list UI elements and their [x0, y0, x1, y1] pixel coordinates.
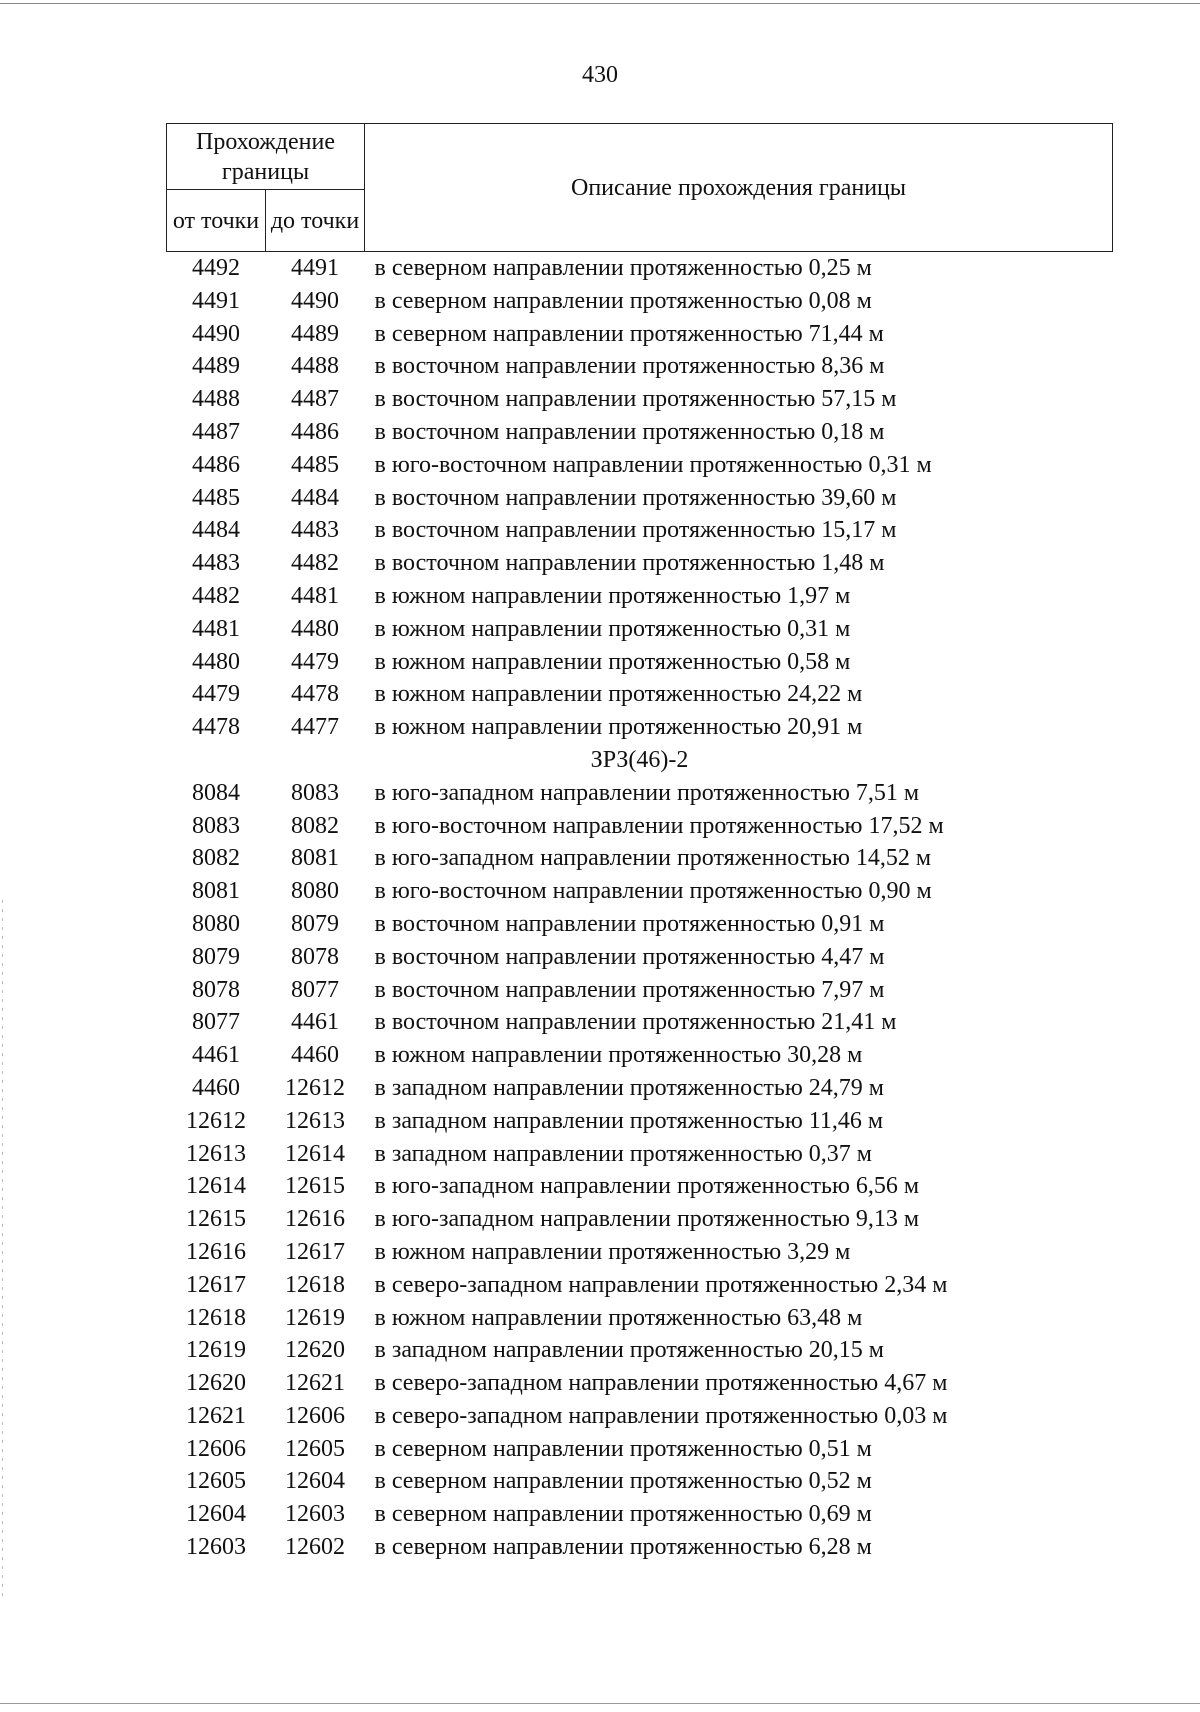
table-row — [167, 941, 1113, 974]
scan-edge-bottom — [0, 1703, 1200, 1704]
table-row — [167, 1367, 1113, 1400]
header-description-label: Описание прохождения границы — [365, 124, 1113, 252]
description-cell: в южном направлении протяженностью 24,22 м — [374, 681, 863, 708]
table-row — [167, 318, 1113, 351]
from-point-cell: 12604 — [186, 1501, 246, 1528]
to-point-cell: 12618 — [285, 1271, 345, 1298]
from-point-cell: 12613 — [186, 1140, 246, 1167]
table-row — [167, 1400, 1113, 1433]
from-point-cell: 4461 — [192, 1042, 240, 1069]
description-cell: в южном направлении протяженностью 3,29 м — [374, 1238, 851, 1265]
description-cell: в юго-западном направлении протяженностью 14,52 м — [374, 845, 932, 872]
description-cell: в юго-восточном направлении протяженностью 17,52 м — [374, 812, 944, 839]
table-row — [167, 1334, 1113, 1367]
table-row — [167, 646, 1113, 679]
from-point-cell: 8080 — [192, 910, 240, 937]
from-point-cell: 12616 — [186, 1238, 246, 1265]
to-point-cell: 12619 — [285, 1304, 345, 1331]
from-point-cell: 4480 — [192, 648, 240, 675]
description-cell: в северо-западном направлении протяженностью 2,34 м — [374, 1271, 948, 1298]
table-row — [167, 482, 1113, 515]
from-point-cell: 4488 — [192, 386, 240, 413]
table-header — [167, 124, 1113, 252]
from-point-cell: 4483 — [192, 550, 240, 577]
table-row — [167, 678, 1113, 711]
table-row — [167, 875, 1113, 908]
description-cell: в восточном направлении протяженностью 8,36 м — [374, 353, 885, 380]
to-point-cell: 8081 — [291, 845, 339, 872]
from-point-cell: 12618 — [186, 1304, 246, 1331]
to-point-cell: 12603 — [285, 1501, 345, 1528]
from-point-cell: 8077 — [192, 1009, 240, 1036]
from-point-cell: 12603 — [186, 1534, 246, 1561]
from-point-cell: 4486 — [192, 451, 240, 478]
description-cell: в юго-восточном направлении протяженностью 0,31 м — [374, 451, 932, 478]
from-point-cell: 8082 — [192, 845, 240, 872]
to-point-cell: 4491 — [291, 255, 339, 281]
section-heading-row — [167, 744, 1113, 777]
from-point-cell: 4460 — [192, 1074, 240, 1101]
to-point-cell: 12613 — [285, 1107, 345, 1134]
to-point-cell: 12604 — [285, 1468, 345, 1495]
to-point-cell: 4483 — [291, 517, 339, 544]
header-from-label: от точки — [167, 190, 266, 252]
table-row — [167, 974, 1113, 1007]
table-row — [167, 1105, 1113, 1138]
description-cell: в южном направлении протяженностью 0,58 м — [374, 648, 851, 675]
header-group-label: Прохождение границы — [167, 124, 365, 190]
table-row — [167, 1269, 1113, 1302]
to-point-cell: 12617 — [285, 1238, 345, 1265]
to-point-cell: 12605 — [285, 1435, 345, 1462]
to-point-cell: 4481 — [291, 582, 339, 609]
description-cell: в восточном направлении протяженностью 15,17 м — [374, 517, 897, 544]
table-row — [167, 547, 1113, 580]
table-row — [167, 416, 1113, 449]
description-cell: в западном направлении протяженностью 0,37 м — [374, 1140, 872, 1167]
from-point-cell: 4478 — [192, 714, 240, 741]
table-row — [167, 711, 1113, 744]
table-body — [167, 252, 1113, 1564]
boundary-table — [166, 123, 1113, 1564]
description-cell: в юго-западном направлении протяженностью 6,56 м — [374, 1173, 920, 1200]
to-point-cell: 12606 — [285, 1402, 345, 1429]
table-row — [167, 613, 1113, 646]
from-point-cell: 4492 — [192, 255, 240, 281]
description-cell: в западном направлении протяженностью 24,79 м — [374, 1074, 884, 1101]
to-point-cell: 8083 — [291, 779, 339, 806]
scan-edge-left — [2, 900, 3, 1600]
to-point-cell: 4486 — [291, 418, 339, 445]
to-point-cell: 4484 — [291, 484, 339, 511]
from-point-cell: 8083 — [192, 812, 240, 839]
to-point-cell: 4478 — [291, 681, 339, 708]
from-point-cell: 12614 — [186, 1173, 246, 1200]
table-row — [167, 777, 1113, 810]
table-row — [167, 1498, 1113, 1531]
from-point-cell: 8078 — [192, 976, 240, 1003]
from-point-cell: 12617 — [186, 1271, 246, 1298]
table-row — [167, 514, 1113, 547]
description-cell: в восточном направлении протяженностью 57,15 м — [374, 386, 897, 413]
from-point-cell: 8084 — [192, 779, 240, 806]
header-to-label: до точки — [266, 190, 365, 252]
table-row — [167, 842, 1113, 875]
table-row — [167, 383, 1113, 416]
to-point-cell: 4479 — [291, 648, 339, 675]
table-row — [167, 1006, 1113, 1039]
to-point-cell: 4460 — [291, 1042, 339, 1069]
from-point-cell: 12606 — [186, 1435, 246, 1462]
to-point-cell: 12620 — [285, 1337, 345, 1364]
to-point-cell: 4489 — [291, 320, 339, 347]
description-cell: в северном направлении протяженностью 6,28 м — [374, 1534, 872, 1561]
description-cell: в южном направлении протяженностью 0,31 м — [374, 615, 851, 642]
description-cell: в восточном направлении протяженностью 0,91 м — [374, 910, 885, 937]
table-row — [167, 1302, 1113, 1335]
from-point-cell: 4485 — [192, 484, 240, 511]
from-point-cell: 4479 — [192, 681, 240, 708]
scan-edge-top — [0, 3, 1200, 4]
to-point-cell: 12621 — [285, 1370, 345, 1397]
from-point-cell: 4490 — [192, 320, 240, 347]
description-cell: в южном направлении протяженностью 63,48 м — [374, 1304, 863, 1331]
description-cell: в северном направлении протяженностью 0,08 м — [374, 287, 872, 314]
description-cell: в восточном направлении протяженностью 7,97 м — [374, 976, 885, 1003]
table-row — [167, 1072, 1113, 1105]
table-row — [167, 1039, 1113, 1072]
description-cell: в восточном направлении протяженностью 39,60 м — [374, 484, 897, 511]
from-point-cell: 12612 — [186, 1107, 246, 1134]
description-cell: в западном направлении протяженностью 20,15 м — [374, 1337, 884, 1364]
from-point-cell: 4481 — [192, 615, 240, 642]
description-cell: в северном направлении протяженностью 71,44 м — [374, 320, 884, 347]
table-row — [167, 252, 1113, 285]
to-point-cell: 4488 — [291, 353, 339, 380]
from-point-cell: 12621 — [186, 1402, 246, 1429]
to-point-cell: 8078 — [291, 943, 339, 970]
table-row — [167, 1433, 1113, 1466]
table-row — [167, 1236, 1113, 1269]
to-point-cell: 4477 — [291, 714, 339, 741]
table-row — [167, 908, 1113, 941]
to-point-cell: 4482 — [291, 550, 339, 577]
table-row — [167, 1203, 1113, 1236]
description-cell: в восточном направлении протяженностью 4,47 м — [374, 943, 885, 970]
table-row — [167, 1138, 1113, 1171]
from-point-cell: 4487 — [192, 418, 240, 445]
description-cell: в южном направлении протяженностью 20,91 м — [374, 714, 863, 741]
to-point-cell: 4490 — [291, 287, 339, 314]
section-heading: ЗРЗ(46)-2 — [590, 746, 689, 773]
from-point-cell: 8079 — [192, 943, 240, 970]
table-row — [167, 449, 1113, 482]
description-cell: в северо-западном направлении протяженностью 4,67 м — [374, 1370, 948, 1397]
description-cell: в северном направлении протяженностью 0,69 м — [374, 1501, 872, 1528]
to-point-cell: 8080 — [291, 878, 339, 905]
from-point-cell: 4484 — [192, 517, 240, 544]
description-cell: в северном направлении протяженностью 0,51 м — [374, 1435, 872, 1462]
description-cell: в южном направлении протяженностью 1,97 м — [374, 582, 851, 609]
from-point-cell: 12619 — [186, 1337, 246, 1364]
to-point-cell: 4480 — [291, 615, 339, 642]
description-cell: в юго-западном направлении протяженностью 7,51 м — [374, 779, 920, 806]
description-cell: в восточном направлении протяженностью 1,48 м — [374, 550, 885, 577]
description-cell: в восточном направлении протяженностью 0,18 м — [374, 418, 885, 445]
from-point-cell: 12620 — [186, 1370, 246, 1397]
to-point-cell: 12612 — [285, 1074, 345, 1101]
to-point-cell: 12616 — [285, 1206, 345, 1233]
description-cell: в южном направлении протяженностью 30,28 м — [374, 1042, 863, 1069]
table-row — [167, 1170, 1113, 1203]
description-cell: в северном направлении протяженностью 0,25 м — [374, 255, 872, 281]
description-cell: в западном направлении протяженностью 11,46 м — [374, 1107, 884, 1134]
to-point-cell: 4485 — [291, 451, 339, 478]
page-number: 430 — [582, 62, 618, 88]
table-row — [167, 285, 1113, 318]
description-cell: в северо-западном направлении протяженностью 0,03 м — [374, 1402, 948, 1429]
table-row — [167, 1465, 1113, 1498]
from-point-cell: 12615 — [186, 1206, 246, 1233]
to-point-cell: 8082 — [291, 812, 339, 839]
from-point-cell: 4491 — [192, 287, 240, 314]
description-cell: в северном направлении протяженностью 0,52 м — [374, 1468, 872, 1495]
to-point-cell: 12615 — [285, 1173, 345, 1200]
from-point-cell: 4489 — [192, 353, 240, 380]
table-row — [167, 350, 1113, 383]
from-point-cell: 12605 — [186, 1468, 246, 1495]
from-point-cell: 8081 — [192, 878, 240, 905]
to-point-cell: 4487 — [291, 386, 339, 413]
description-cell: в восточном направлении протяженностью 21,41 м — [374, 1009, 897, 1036]
to-point-cell: 4461 — [291, 1009, 339, 1036]
to-point-cell: 8077 — [291, 976, 339, 1003]
table-row — [167, 1531, 1113, 1564]
to-point-cell: 12602 — [285, 1534, 345, 1561]
description-cell: в юго-восточном направлении протяженностью 0,90 м — [374, 878, 932, 905]
to-point-cell: 12614 — [285, 1140, 345, 1167]
from-point-cell: 4482 — [192, 582, 240, 609]
table-row — [167, 580, 1113, 613]
to-point-cell: 8079 — [291, 910, 339, 937]
table-row — [167, 810, 1113, 843]
description-cell: в юго-западном направлении протяженностью 9,13 м — [374, 1206, 920, 1233]
